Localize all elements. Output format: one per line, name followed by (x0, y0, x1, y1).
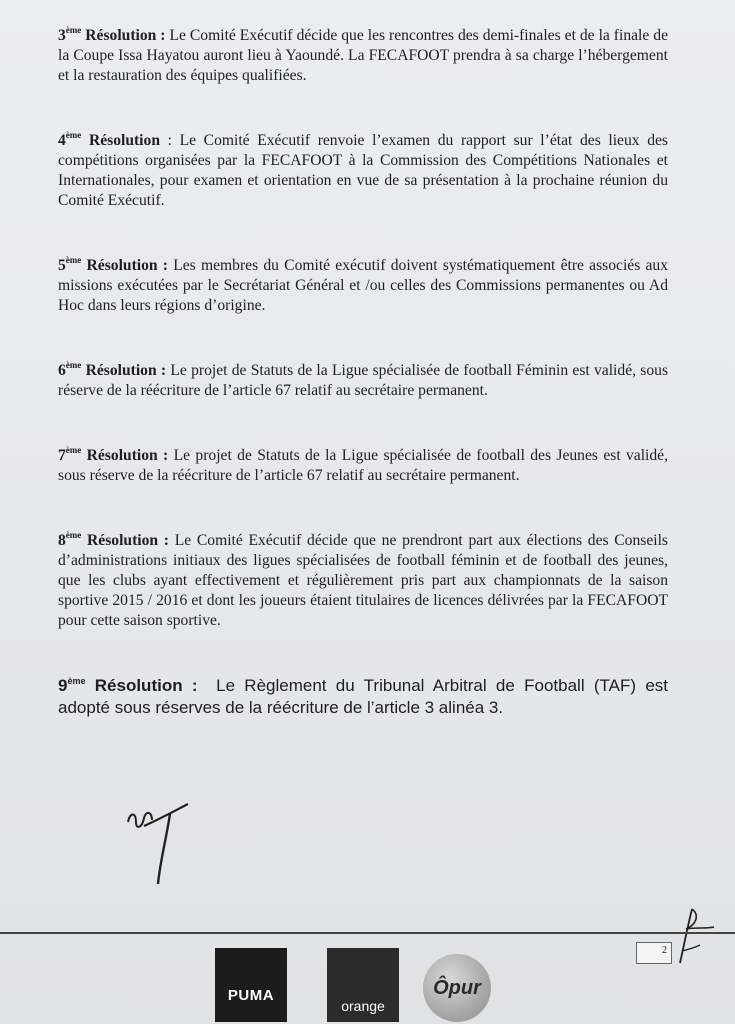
resolution-text: Le Comité Exécutif décide que ne prendront part aux élections des Conseils d’administrations initiaux des ligues spécialisées de football féminin et de football des jeunes, que les clubs ayant effectivement et régulièrement pris part aux championnats de la saison sportive 2015 / 2016 et dont les joueurs étaient titulaires de licences délivrées par la FECAFOOT pour cette saison sportive. (58, 532, 668, 629)
handwritten-signature (122, 800, 202, 890)
resolution-label: Résolution : (86, 447, 169, 464)
resolution-text: Le Comité Exécutif décide que les rencontres des demi-finales et de la finale de la Coupe Issa Hayatou auront lieu à Yaoundé. La FECAFOOT prendra à sa charge l’hébergement et la restauration des équipes qualifiées. (58, 27, 668, 84)
opur-logo (420, 948, 494, 1022)
resolution-number: 4ème (58, 130, 82, 149)
resolution-label: Résolution : (87, 532, 169, 549)
orange-logo-text: orange (341, 998, 385, 1014)
footer-divider (0, 932, 735, 934)
opur-logo-circle (423, 954, 491, 1022)
page-number: 2 (636, 942, 672, 964)
resolution-label: Résolution (88, 132, 160, 149)
resolution-3 (58, 20, 668, 86)
puma-logo-text: PUMA (227, 987, 275, 1004)
resolution-5 (58, 250, 668, 316)
resolution-number: 5ème (58, 255, 82, 274)
resolution-label: Résolution : (86, 257, 168, 274)
resolution-8 (58, 525, 668, 631)
resolution-text: Le projet de Statuts de la Ligue spécialisée de football Féminin est validé, sous réserve de la réécriture de l’article 67 relatif au secrétaire permanent. (58, 362, 669, 399)
resolution-text: Le projet de Statuts de la Ligue spécialisée de football des Jeunes est validé, sous réserve de la réécriture de l’article 67 relatif au secrétaire permanent. (58, 447, 668, 484)
resolution-7 (58, 440, 668, 486)
orange-logo (327, 948, 399, 1022)
resolution-text: Les membres du Comité exécutif doivent systématiquement être associés aux missions exécutées par le Secrétariat Général et /ou celles des Commissions permanentes ou Ad Hoc dans leurs régions d’origine. (58, 257, 668, 314)
resolution-number: 3ème (58, 25, 82, 44)
opur-logo-text: Ôpur (433, 976, 481, 999)
resolution-text: : Le Comité Exécutif renvoie l’examen du rapport sur l’état des lieux des compétitions organisées par la FECAFOOT à la Commission des Compétitions Nationales et Internationales, pour examen et orientation en vue de sa présentation à la prochaine réunion du Comité Exécutif. (58, 132, 668, 209)
resolution-label: Résolution : (94, 676, 198, 695)
resolution-number: 8ème (58, 530, 82, 549)
resolution-number: 6ème (58, 360, 82, 379)
resolution-label: Résolution : (85, 27, 166, 44)
resolution-number: 7ème (58, 445, 82, 464)
resolutions-list (58, 20, 668, 758)
resolution-4 (58, 125, 668, 211)
puma-logo (215, 948, 287, 1022)
resolution-text: Le Règlement du Tribunal Arbitral de Football (TAF) est adopté sous réserves de la réécriture de l’article 3 alinéa 3. (58, 676, 668, 717)
resolution-label: Résolution : (85, 362, 167, 379)
handwritten-initials (670, 905, 720, 965)
resolution-9 (58, 670, 668, 719)
resolution-number: 9ème (58, 676, 86, 695)
resolution-6 (58, 355, 668, 401)
